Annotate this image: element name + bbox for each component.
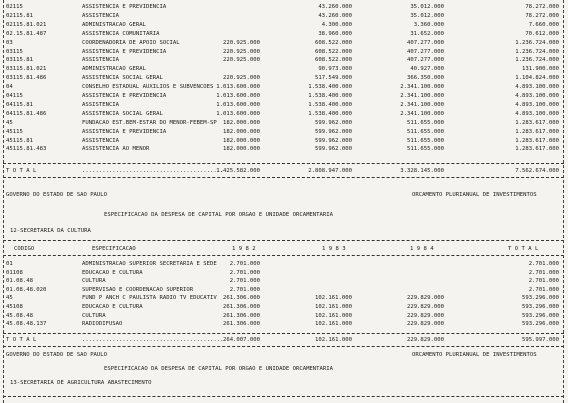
cell-code: 45115 <box>6 128 23 135</box>
cell-code: 02115 <box>6 4 23 10</box>
divider <box>3 163 564 164</box>
cell-desc: ASSISTENCIA <box>82 137 120 144</box>
cell-total: 2.701.000 <box>528 278 559 285</box>
cell-c1984: 2.341.100.000 <box>400 84 444 91</box>
table2-total-1984: 229.829.000 <box>406 337 444 343</box>
cell-c1984: 229.829.000 <box>406 295 444 302</box>
report-subtitle: ESPECIFICACAO DA DESPESA DE CAPITAL POR ORGAO E UNIDADE ORCAMENTARIA <box>104 366 334 372</box>
cell-code: 04115.81 <box>6 101 33 108</box>
cell-total: 1.104.824.000 <box>515 75 559 82</box>
cell-c1982: 182.000.000 <box>222 137 260 144</box>
cell-code: 45.08.48.137 <box>6 321 47 328</box>
cell-c1982: 182.000.000 <box>222 146 260 153</box>
cell-c1982: 2.701.000 <box>229 286 260 293</box>
cell-c1983: 599.962.000 <box>314 128 352 135</box>
table1-total-1983: 2.808.947.000 <box>308 168 352 174</box>
cell-total: 593.296.000 <box>521 321 559 328</box>
cell-total: 593.296.000 <box>521 304 559 310</box>
cell-total: 78.272.000 <box>525 12 559 19</box>
col-header-total: T O T A L <box>508 246 539 252</box>
cell-c1982: 220.925.000 <box>222 48 260 55</box>
cell-c1984: 35.012.000 <box>410 4 444 10</box>
cell-c1984: 229.829.000 <box>406 304 444 310</box>
col-header-1982: 1 9 8 2 <box>232 246 256 252</box>
cell-c1982: 2.701.000 <box>229 269 260 276</box>
divider <box>3 333 564 334</box>
cell-c1984: 511.655.000 <box>406 146 444 153</box>
cell-desc: ASSISTENCIA SOCIAL GERAL <box>82 75 163 82</box>
cell-c1983: 102.161.000 <box>314 312 352 319</box>
cell-c1982: 261.306.000 <box>222 312 260 319</box>
cell-c1984: 407.277.000 <box>406 48 444 55</box>
cell-total: 7.660.000 <box>528 21 559 28</box>
cell-code: 03115 <box>6 48 23 55</box>
cell-code: 03 <box>6 39 13 46</box>
report-subtitle: ESPECIFICACAO DA DESPESA DE CAPITAL POR ORGAO E UNIDADE ORCAMENTARIA <box>104 212 334 218</box>
cell-code: 45.08.48 <box>6 312 33 319</box>
cell-code: 01108 <box>6 269 23 276</box>
table2-total-dots: .......................................... <box>82 337 224 343</box>
cell-total: 78.272.000 <box>525 4 559 10</box>
plan-title: ORCAMENTO PLURIANUAL DE INVESTIMENTOS <box>412 192 537 198</box>
cell-desc: ASSISTENCIA E PREVIDENCIA <box>82 128 167 135</box>
cell-c1983: 1.538.400.000 <box>308 110 352 117</box>
cell-c1982: 220.925.000 <box>222 75 260 82</box>
cell-c1983: 599.962.000 <box>314 119 352 126</box>
cell-c1983: 43.260.000 <box>318 12 352 19</box>
cell-total: 4.893.100.000 <box>515 101 559 108</box>
cell-total: 1.283.617.000 <box>515 146 559 153</box>
cell-c1982: 182.000.000 <box>222 119 260 126</box>
cell-c1982: 182.000.000 <box>222 128 260 135</box>
cell-code: 45115.81 <box>6 137 33 144</box>
cell-code: 01.08.48 <box>6 278 33 285</box>
cell-c1982: 261.306.000 <box>222 321 260 328</box>
cell-desc: EDUCACAO E CULTURA <box>82 269 143 276</box>
cell-desc: CULTURA <box>82 312 106 319</box>
cell-c1983: 599.962.000 <box>314 146 352 153</box>
cell-c1982: 1.013.600.000 <box>216 93 260 99</box>
cell-code: 45108 <box>6 304 23 310</box>
form-edge-left <box>3 0 4 403</box>
cell-c1984: 31.652.000 <box>410 30 444 37</box>
cell-c1984: 35.012.000 <box>410 12 444 19</box>
cell-c1983: 1.538.400.000 <box>308 93 352 99</box>
cell-total: 1.236.724.000 <box>515 48 559 55</box>
table2-total-sum: 595.997.000 <box>521 337 559 343</box>
cell-c1983: 1.538.400.000 <box>308 101 352 108</box>
cell-desc: COORDENADORIA DE APOIO SOCIAL <box>82 39 180 46</box>
table2-total-label: T O T A L <box>6 337 37 343</box>
cell-c1984: 366.350.000 <box>406 75 444 82</box>
cell-desc: ASSISTENCIA AO MENOR <box>82 146 150 153</box>
cell-c1982: 261.306.000 <box>222 295 260 302</box>
col-header-codigo: CODIGO <box>14 246 35 252</box>
cell-code: 04 <box>6 84 13 91</box>
cell-code: 03115.81 <box>6 57 33 64</box>
cell-desc: ADMINISTRACAO SUPERIOR SECRETARIA E SEDE <box>82 261 217 267</box>
cell-total: 2.701.000 <box>528 286 559 293</box>
cell-c1984: 229.829.000 <box>406 321 444 328</box>
cell-code: 45115.81.483 <box>6 146 47 153</box>
cell-total: 593.296.000 <box>521 295 559 302</box>
cell-code: 45 <box>6 295 13 302</box>
cell-desc: ASSISTENCIA <box>82 12 120 19</box>
cell-desc: ADMINISTRACAO GERAL <box>82 66 146 73</box>
plan-title: ORCAMENTO PLURIANUAL DE INVESTIMENTOS <box>412 352 537 358</box>
cell-desc: ASSISTENCIA E PREVIDENCIA <box>82 93 167 99</box>
cell-code: 03115.81.021 <box>6 66 47 73</box>
cell-code: 03115.81.486 <box>6 75 47 82</box>
cell-c1982: 1.013.600.000 <box>216 110 260 117</box>
secretaria-title: 13-SECRETARIA DE AGRICULTURA ABASTECIMENTO <box>10 380 152 386</box>
cell-desc: SUPERVISAO E COORDENACAO SUPERIOR <box>82 286 194 293</box>
cell-total: 4.893.100.000 <box>515 110 559 117</box>
cell-desc: CONSELHO ESTADUAL AUXILIOS E SUBVENCOES <box>82 84 214 91</box>
cell-c1982: 1.013.600.000 <box>216 101 260 108</box>
cell-c1984: 407.277.000 <box>406 57 444 64</box>
divider <box>3 346 564 347</box>
cell-total: 4.893.100.000 <box>515 93 559 99</box>
cell-c1984: 3.360.000 <box>413 21 444 28</box>
cell-c1983: 608.522.000 <box>314 57 352 64</box>
table1-total-sum: 7.562.674.000 <box>515 168 559 174</box>
cell-desc: EDUCACAO E CULTURA <box>82 304 143 310</box>
cell-c1984: 407.277.000 <box>406 39 444 46</box>
cell-code: 01.08.48.020 <box>6 286 47 293</box>
divider <box>3 240 564 241</box>
cell-total: 2.701.000 <box>528 261 559 267</box>
cell-c1983: 599.962.000 <box>314 137 352 144</box>
form-edge-right <box>563 0 564 403</box>
cell-code: 04115 <box>6 93 23 99</box>
cell-c1984: 511.655.000 <box>406 137 444 144</box>
cell-c1984: 2.341.100.000 <box>400 101 444 108</box>
cell-c1984: 511.655.000 <box>406 128 444 135</box>
col-header-especificacao: ESPECIFICACAO <box>92 246 136 252</box>
cell-c1983: 517.549.000 <box>314 75 352 82</box>
table1-total-label: T O T A L <box>6 168 37 174</box>
cell-c1983: 102.161.000 <box>314 321 352 328</box>
cell-total: 131.900.000 <box>521 66 559 73</box>
cell-total: 593.296.000 <box>521 312 559 319</box>
cell-c1983: 102.161.000 <box>314 295 352 302</box>
cell-total: 70.612.000 <box>525 30 559 37</box>
cell-c1984: 229.829.000 <box>406 312 444 319</box>
cell-total: 1.283.617.000 <box>515 128 559 135</box>
col-header-1983: 1 9 8 3 <box>322 246 346 252</box>
cell-code: 45 <box>6 119 13 126</box>
cell-total: 2.701.000 <box>528 269 559 276</box>
cell-total: 1.283.617.000 <box>515 137 559 144</box>
cell-desc: ASSISTENCIA <box>82 101 120 108</box>
secretaria-title: 12-SECRETARIA DA CULTURA <box>10 228 91 234</box>
cell-code: 01 <box>6 261 13 267</box>
cell-code: 04115.81.486 <box>6 110 47 117</box>
table1-total-dots: .......................................... <box>82 168 224 174</box>
cell-c1983: 102.161.000 <box>314 304 352 310</box>
cell-desc: ASSISTENCIA <box>82 57 120 64</box>
cell-c1983: 608.522.000 <box>314 48 352 55</box>
cell-desc: ASSISTENCIA E PREVIDENCIA <box>82 48 167 55</box>
cell-c1983: 1.538.400.000 <box>308 84 352 91</box>
cell-c1982: 1.013.600.000 <box>216 84 260 91</box>
table2-total-1982: 264.007.000 <box>222 337 260 343</box>
cell-desc: FUND P ANCH C PAULISTA RADIO TV EDUCATIV <box>82 295 217 302</box>
cell-c1982: 261.306.000 <box>222 304 260 310</box>
cell-desc: ADMINISTRACAO GERAL <box>82 21 146 28</box>
cell-c1983: 38.960.000 <box>318 30 352 37</box>
cell-c1983: 608.522.000 <box>314 39 352 46</box>
divider <box>3 177 564 178</box>
cell-desc: RADIODIFUSAO <box>82 321 123 328</box>
cell-total: 4.893.100.000 <box>515 84 559 91</box>
col-header-1984: 1 9 8 4 <box>410 246 434 252</box>
cell-c1982: 2.701.000 <box>229 261 260 267</box>
cell-c1982: 220.925.000 <box>222 39 260 46</box>
government-title: GOVERNO DO ESTADO DE SAO PAULO <box>6 352 108 358</box>
divider <box>3 255 564 256</box>
divider <box>3 396 564 397</box>
cell-desc: ASSISTENCIA E PREVIDENCIA <box>82 4 167 10</box>
cell-c1982: 220.925.000 <box>222 57 260 64</box>
cell-desc: ASSISTENCIA COMUNITARIA <box>82 30 160 37</box>
government-title: GOVERNO DO ESTADO DE SAO PAULO <box>6 192 108 198</box>
table2-total-1983: 102.161.000 <box>314 337 352 343</box>
cell-c1983: 90.973.000 <box>318 66 352 73</box>
cell-c1984: 2.341.100.000 <box>400 110 444 117</box>
cell-c1984: 40.927.000 <box>410 66 444 73</box>
cell-c1983: 4.300.000 <box>321 21 352 28</box>
cell-desc: CULTURA <box>82 278 106 285</box>
cell-c1982: 2.701.000 <box>229 278 260 285</box>
cell-c1984: 511.655.000 <box>406 119 444 126</box>
cell-code: 02115.81.021 <box>6 21 47 28</box>
cell-code: 02.15.81.487 <box>6 30 47 37</box>
cell-desc: FUNDACAO EST.BEM-ESTAR DO MENOR-FEBEM-SP <box>82 119 217 126</box>
cell-total: 1.283.617.000 <box>515 119 559 126</box>
table1-total-1984: 3.328.145.000 <box>400 168 444 174</box>
cell-desc: ASSISTENCIA SOCIAL GERAL <box>82 110 163 117</box>
cell-c1983: 43.260.000 <box>318 4 352 10</box>
cell-code: 02115.81 <box>6 12 33 19</box>
cell-total: 1.236.724.000 <box>515 39 559 46</box>
cell-c1984: 2.341.100.000 <box>400 93 444 99</box>
cell-total: 1.236.724.000 <box>515 57 559 64</box>
table1-total-1982: 1.425.582.000 <box>216 168 260 174</box>
